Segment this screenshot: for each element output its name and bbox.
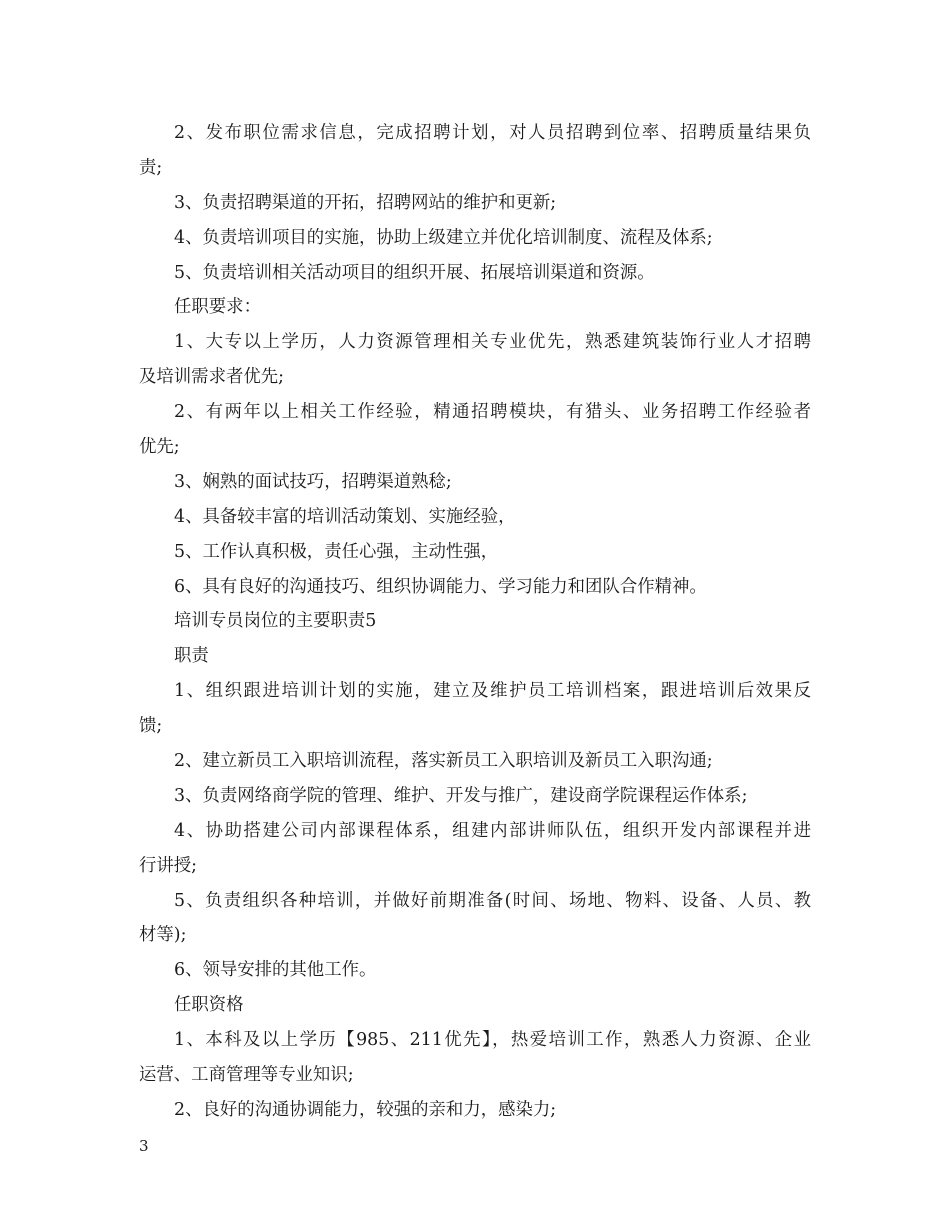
- paragraph-line: 优先;: [139, 437, 180, 458]
- paragraph-line: 运营、工商管理等专业知识;: [139, 1065, 354, 1086]
- paragraph-line: 及培训需求者优先;: [139, 367, 284, 388]
- document-body: [139, 116, 811, 1128]
- paragraph-line: 4、具备较丰富的培训活动策划、实施经验，: [174, 506, 516, 527]
- section-title: 培训专员岗位的主要职责5: [174, 611, 377, 632]
- paragraph-line: 3、负责招聘渠道的开拓，招聘网站的维护和更新;: [174, 192, 557, 213]
- paragraph-line: 6、具有良好的沟通技巧、组织协调能力、学习能力和团队合作精神。: [174, 576, 707, 597]
- paragraph-line: 4、协助搭建公司内部课程体系，组建内部讲师队伍，组织开发内部课程并进: [174, 820, 811, 841]
- paragraph-line: 2、良好的沟通协调能力，较强的亲和力，感染力;: [174, 1099, 557, 1120]
- paragraph-line: 2、有两年以上相关工作经验，精通招聘模块，有猎头、业务招聘工作经验者: [174, 402, 811, 423]
- paragraph-line: 5、工作认真积极，责任心强，主动性强，: [174, 541, 499, 562]
- paragraph-line: 材等);: [139, 925, 187, 946]
- paragraph-line: 3、负责网络商学院的管理、维护、开发与推广，建设商学院课程运作体系;: [174, 785, 748, 806]
- paragraph-line: 1、大专以上学历，人力资源管理相关专业优先，熟悉建筑装饰行业人才招聘: [174, 332, 811, 353]
- paragraph-line: 馈;: [139, 716, 163, 737]
- paragraph-line: 1、本科及以上学历【985、211优先】，热爱培训工作，熟悉人力资源、企业: [174, 1030, 811, 1051]
- section-heading: 任职要求：: [174, 297, 261, 318]
- paragraph-line: 5、负责组织各种培训，并做好前期准备(时间、场地、物料、设备、人员、教: [174, 890, 811, 911]
- paragraph-line: 4、负责培训项目的实施，协助上级建立并优化培训制度、流程及体系;: [174, 227, 713, 248]
- page-number: 3: [139, 1137, 149, 1155]
- paragraph-line: 3、娴熟的面试技巧，招聘渠道熟稔;: [174, 471, 452, 492]
- section-heading: 任职资格: [174, 995, 244, 1016]
- paragraph-line: 5、负责培训相关活动项目的组织开展、拓展培训渠道和资源。: [174, 262, 655, 283]
- paragraph-line: 行讲授;: [139, 855, 198, 876]
- paragraph-line: 1、组织跟进培训计划的实施，建立及维护员工培训档案，跟进培训后效果反: [174, 681, 811, 702]
- section-heading: 职责: [174, 646, 209, 667]
- paragraph-line: 责;: [139, 157, 163, 178]
- paragraph-line: 2、建立新员工入职培训流程，落实新员工入职培训及新员工入职沟通;: [174, 751, 713, 772]
- paragraph-line: 2、发布职位需求信息，完成招聘计划，对人员招聘到位率、招聘质量结果负: [174, 123, 811, 143]
- paragraph-line: 6、领导安排的其他工作。: [174, 960, 377, 981]
